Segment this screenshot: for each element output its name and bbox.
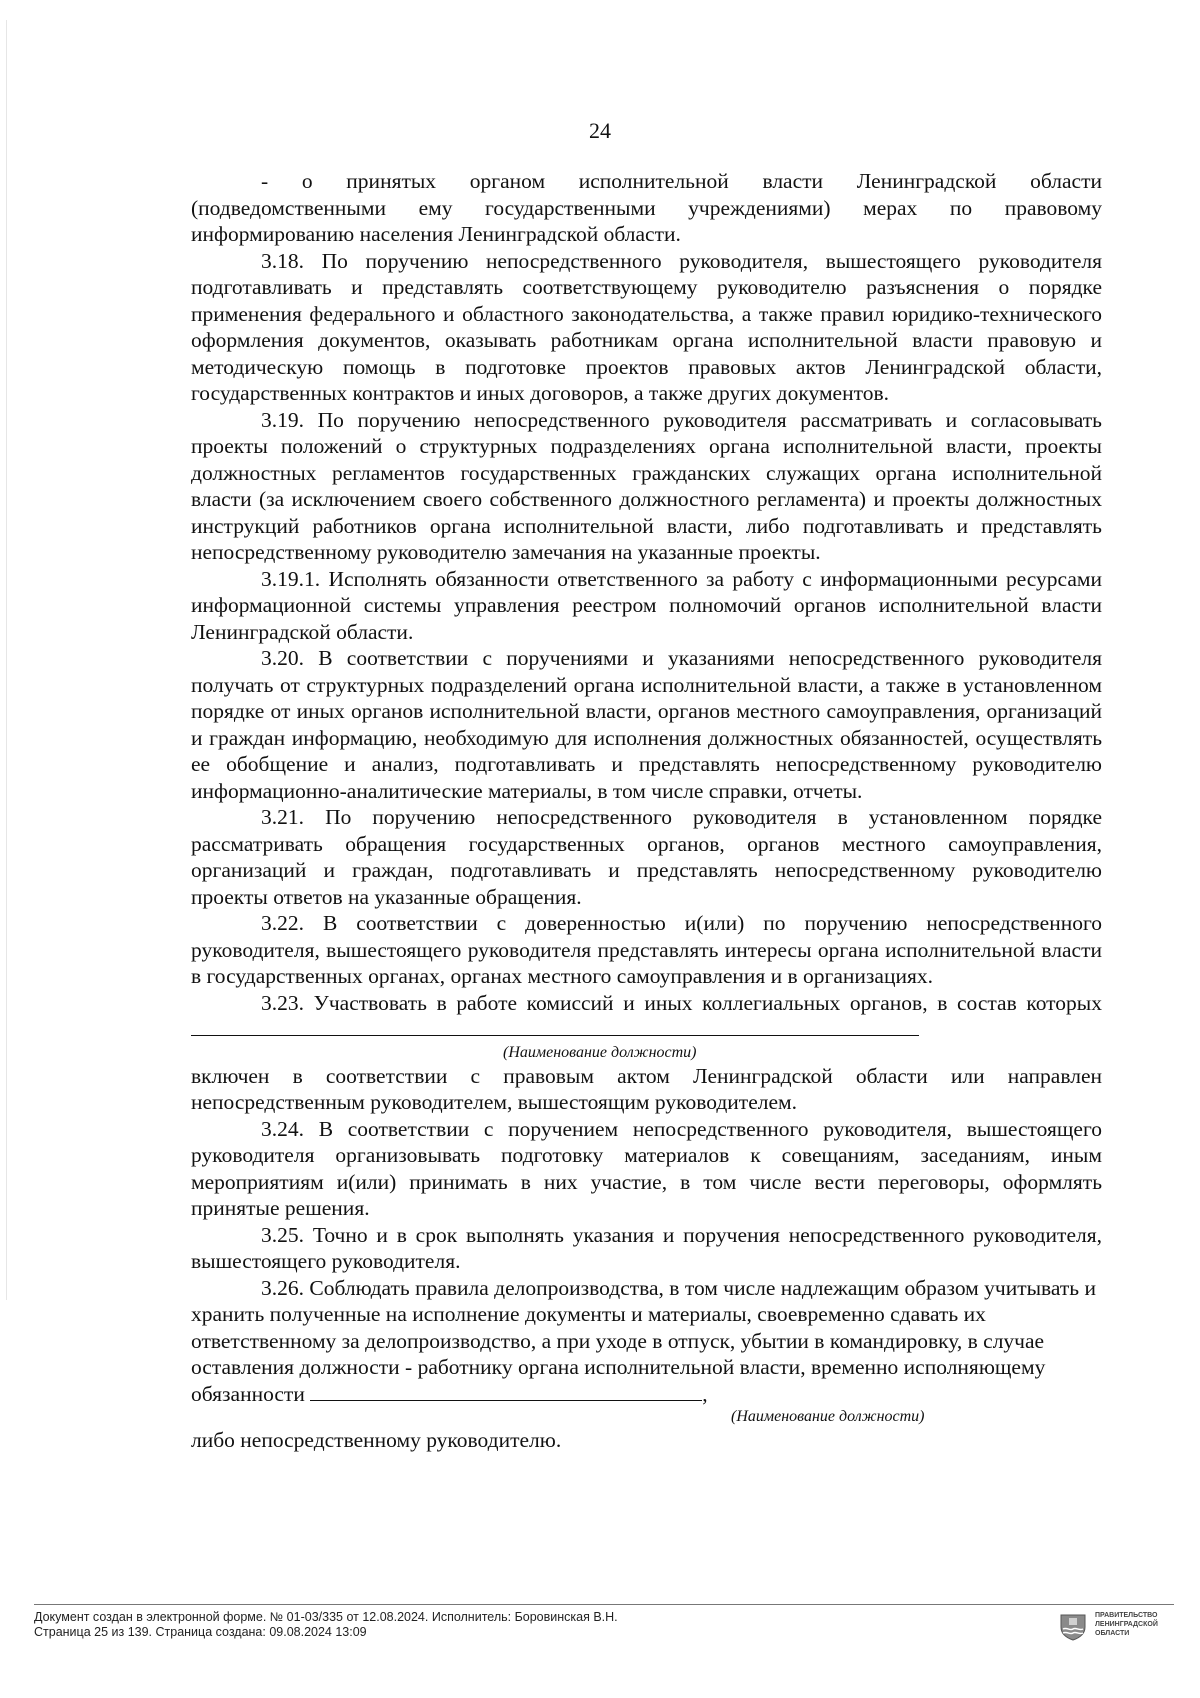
footer-divider bbox=[34, 1604, 1174, 1605]
paragraph-legal-informing: - о принятых органом исполнительной власти Ленинградской области (подведомственными ему государственными учреждениями) мерах по правовому информированию населения Ленинградской области. bbox=[191, 169, 1102, 246]
government-logo bbox=[1058, 1610, 1178, 1646]
position-caption-2: (Наименование должности) bbox=[731, 1408, 925, 1425]
paragraph-3-23-continuation: включен в соответствии с правовым актом Ленинградской области или направлен непосредственным руководителем, вышестоящим руководителем. bbox=[191, 1063, 1102, 1114]
paragraph-3-26-continuation: либо непосредственному руководителю. bbox=[191, 1428, 562, 1452]
paragraph-3-24: 3.24. В соответствии с поручением непосредственного руководителя, вышестоящего руководителя организовывать подготовку материалов к совещаниям, заседаниям, иным мероприятиям и(или) принимать в них участие, в том числе вести переговоры, оформлять принятые решения. bbox=[191, 1116, 1102, 1220]
paragraph-3-23-text: 3.23. Участвовать в работе комиссий и иных коллегиальных органов, в состав которых bbox=[261, 990, 1102, 1015]
position-blank-line bbox=[191, 1035, 919, 1036]
paragraph-3-26-text: 3.26. Соблюдать правила делопроизводства, в том числе надлежащим образом учитывать и хранить полученные на исполнение документы и материалы, своевременно сдавать их ответственному за делопроизводство, а при уходе в отпуск, убытии в командировку, в случае оставления должности - работнику органа исполнительной власти, временно исполняющему обязанности bbox=[191, 1275, 1096, 1406]
position-blank-line-2 bbox=[310, 1400, 702, 1401]
paragraph-3-22: 3.22. В соответствии с доверенностью и(или) по поручению непосредственного руководителя, вышестоящего руководителя представлять интересы органа исполнительной власти в государственных органах, органах местного самоуправления и в организациях. bbox=[191, 911, 1102, 988]
position-caption: (Наименование должности) bbox=[503, 1043, 697, 1061]
paragraph-3-25: 3.25. Точно и в срок выполнять указания и поручения непосредственного руководителя, вышестоящего руководителя. bbox=[191, 1222, 1102, 1273]
footer-page-info: Страница 25 из 139. Страница создана: 09.08.2024 13:09 bbox=[34, 1625, 367, 1639]
paragraph-3-21: 3.21. По поручению непосредственного руководителя в установленном порядке рассматривать обращения государственных органов, органов местного самоуправления, организаций и граждан, подготавливать и представлять непосредственному руководителю проекты ответов на указанные обращения. bbox=[191, 805, 1102, 909]
logo-line: ЛЕНИНГРАДСКОЙ bbox=[1095, 1621, 1158, 1628]
paragraph-3-19-1: 3.19.1. Исполнять обязанности ответственного за работу с информационными ресурсами информационной системы управления реестром полномочий органов исполнительной власти Ленинградской области. bbox=[191, 566, 1102, 644]
document-body bbox=[191, 168, 1102, 1454]
paragraph-3-18: 3.18. По поручению непосредственного руководителя, вышестоящего руководителя подготавливать и представлять соответствующему руководителю разъяснения о порядке применения федерального и областного законодательства, а также правил юридико-технического оформления документов, оказывать работникам органа исполнительной власти правовую и методическую помощь в подготовке проектов правовых актов Ленинградской области, государственных контрактов и иных договоров, а также других документов. bbox=[191, 248, 1102, 405]
scan-edge-line bbox=[6, 20, 7, 1300]
comma: , bbox=[702, 1381, 708, 1406]
footer bbox=[34, 1610, 994, 1640]
paragraph-3-19: 3.19. По поручению непосредственного руководителя рассматривать и согласовывать проекты положений о структурных подразделениях органа исполнительной власти, проекты должностных регламентов государственных гражданских служащих органа исполнительной власти (за исключением своего собственного должностного регламента) и проекты должностных инструкций работников органа исполнительной власти, либо подготавливать и представлять непосредственному руководителю замечания на указанные проекты. bbox=[191, 407, 1102, 564]
logo-caption bbox=[1095, 1611, 1158, 1638]
logo-line: ПРАВИТЕЛЬСТВО bbox=[1095, 1612, 1158, 1619]
paragraph-3-23 bbox=[191, 990, 1102, 1043]
logo-line: ОБЛАСТИ bbox=[1095, 1630, 1130, 1637]
paragraph-3-26 bbox=[191, 1275, 1102, 1408]
coat-of-arms-icon bbox=[1058, 1612, 1088, 1642]
footer-document-info: Документ создан в электронной форме. № 01-03/335 от 12.08.2024. Исполнитель: Боровинская В.Н. bbox=[34, 1610, 618, 1624]
paragraph-3-20: 3.20. В соответствии с поручениями и указаниями непосредственного руководителя получать от структурных подразделений органа исполнительной власти, а также в установленном порядке от иных органов исполнительной власти, органов местного самоуправления, организаций и граждан информацию, необходимую для исполнения должностных обязанностей, осуществлять ее обобщение и анализ, подготавливать и представлять непосредственному руководителю информационно-аналитические материалы, в том числе справки, отчеты. bbox=[191, 646, 1102, 803]
page-number: 24 bbox=[589, 118, 611, 143]
